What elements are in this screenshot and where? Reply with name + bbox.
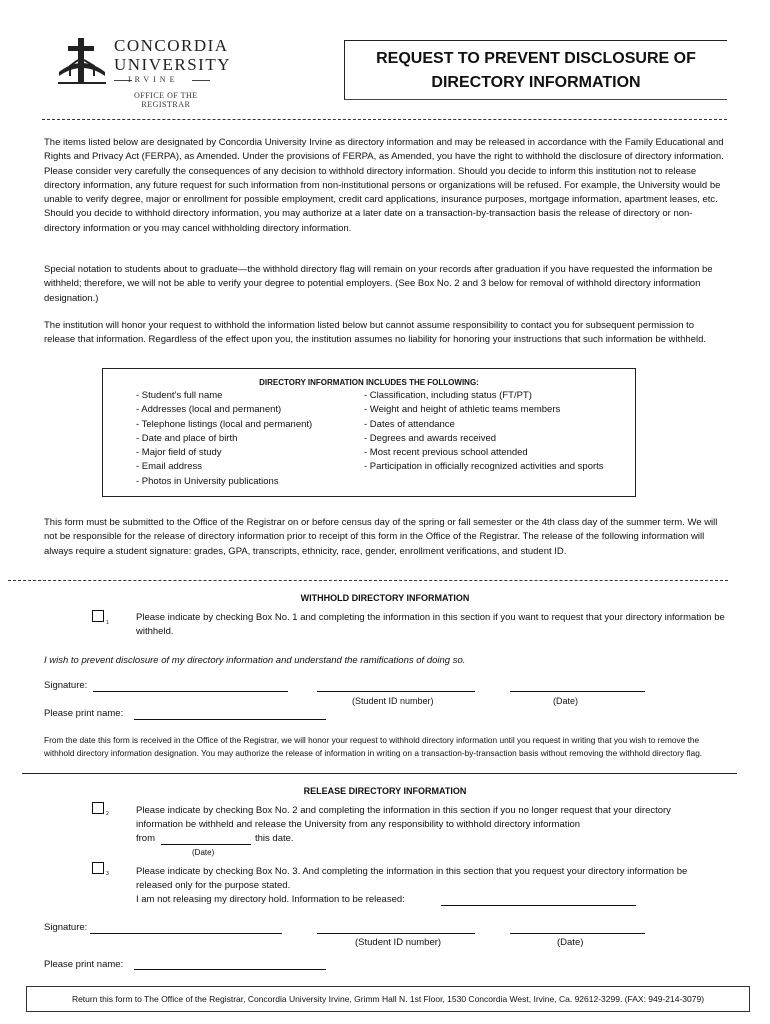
release-print-name-field[interactable] [134,969,326,970]
form-title-line1: REQUEST TO PREVENT DISCLOSURE OF [376,50,696,67]
intro-paragraph-1: The items listed below are designated by Concordia University Irvine as directory information and may be released in accordance with the Family Educational and Rights and Privacy Act (FERPA), as Amended. Under the provisions of FERPA, as Amended, you have the right to withhold the disclosure of directory information. Please consider very carefully the consequences of any decision to withhold directory information. Should you decide to inform this institution not to release directory information, any future request for such information from non-institutional persons or organizations will be refused. For example, the University would be unable to verify degree, major or enrollment for possible employment, credit card applications, insurance purposes, mortgage information, apartment leases, etc. Should you decide to withhold directory information, you may authorize at a later date on a transaction-by-transaction basis the release of directory or non-directory information or you may cancel withholding directory information. [44,137,724,234]
box-1-checkbox[interactable] [92,610,104,622]
form-title-box [344,40,727,100]
box-3-checkbox[interactable] [92,862,104,874]
section-divider [8,580,728,581]
directory-info-box [102,368,636,497]
section-divider [22,773,737,774]
header-divider [42,119,727,120]
intro-paragraph-3: The institution will honor your request to withhold the information listed below but cannot assume responsibility to contact you for subsequent permission to release that information. Regardless of the effect upon you, the institution assumes no liability for honoring your instructions that such information be withheld. [44,320,707,346]
release-date-field[interactable] [510,933,645,934]
list-item: - Degrees and awards received [364,432,497,444]
release-student-id-field[interactable] [317,933,475,934]
cross-emblem-icon [56,36,108,88]
directory-left-list [136,389,312,489]
release-print-name-label: Please print name: [44,959,124,970]
withhold-instruction: Please indicate by checking Box No. 1 and completing the information in this section if you want to request that your directory information be withheld. [136,612,725,638]
list-item: - Date and place of birth [136,432,238,444]
withhold-print-name-field[interactable] [134,719,326,720]
withhold-signature-field[interactable] [93,691,288,692]
directory-info-title: DIRECTORY INFORMATION INCLUDES THE FOLLOWING: [259,378,479,387]
withhold-print-name-label: Please print name: [44,708,124,719]
release-from-date-caption: (Date) [192,848,215,857]
box-2-number: 2 [106,811,109,817]
release-box-2-text: Please indicate by checking Box No. 2 and completing the information in this section if you no longer request that your directory information be withheld and release the University from any responsibility to withhold directory information [136,805,671,831]
form-title-line2: DIRECTORY INFORMATION [431,74,641,91]
logo-divider-right [192,80,210,81]
release-signature-label: Signature: [44,922,88,933]
logo-office [134,91,198,109]
release-from-date-field[interactable] [161,844,251,845]
submission-paragraph: This form must be submitted to the Office of the Registrar on or before census day of the spring or fall semester or the 4th class day of the summer term. We will not be responsible for the release of directory information prior to receipt of this form in the Office of the Registrar. The release of the following information will always require a student signature: grades, GPA, transcripts, ethnicity, race, gender, enrollment verifications, and student ID. [44,517,718,557]
list-item: - Addresses (local and permanent) [136,404,282,416]
list-item: - Classification, including status (FT/PT) [364,390,532,401]
release-information-field[interactable] [441,905,636,906]
withhold-statement: I wish to prevent disclosure of my directory information and understand the ramifications of doing so. [44,655,466,666]
list-item: - Most recent previous school attended [364,447,528,459]
withhold-student-id-label: (Student ID number) [352,696,434,706]
release-this-date-label: this date. [255,833,294,844]
list-item: - Major field of study [136,447,222,459]
withhold-signature-label: Signature: [44,680,88,691]
withhold-date-field[interactable] [510,691,645,692]
logo-name-line1: CONCORDIA [114,36,229,55]
list-item: - Weight and height of athletic teams members [364,404,561,416]
release-student-id-label: (Student ID number) [355,937,442,948]
logo-name-line2: UNIVERSITY [114,55,231,74]
release-box-3-text: Please indicate by checking Box No. 3. And completing the information in this section that you request your directory information be released only for the purpose stated. [136,866,688,892]
withhold-student-id-field[interactable] [317,691,475,692]
release-from-label: from [136,833,155,844]
footer-return-address: Return this form to The Office of the Registrar, Concordia University Irvine, Grimm Hall N. 1st Floor, 1530 Concordia West, Irvine, Ca. 92612-3299. (FAX: 949-214-3079) [26,986,750,1012]
list-item: - Photos in University publications [136,475,279,487]
logo-wordmark [114,36,231,74]
logo-office-line2: REGISTRAR [141,100,191,109]
university-logo [56,36,236,116]
withhold-note: From the date this form is received in the Office of the Registrar, we will honor your request to withhold directory information until you request in writing that you wish to remove the withhold directory information designation. You may authorize the release of information in writing on a transaction-by-transaction basis without removing the withhold directory flag. [44,735,703,758]
intro-paragraph-2: Special notation to students about to graduate—the withhold directory flag will remain on your records after graduation if you have requested the information be withheld; therefore, we will not be able to verify your degree to potential employers. (See Box No. 2 and 3 below for removal of withhold directory information designation.) [44,264,713,304]
release-signature-field[interactable] [90,933,282,934]
release-section-title: RELEASE DIRECTORY INFORMATION [303,786,467,796]
box-1-number: 1 [106,620,109,626]
box-2-checkbox[interactable] [92,802,104,814]
list-item: - Student’s full name [136,390,223,401]
box-3-number: 3 [106,871,109,877]
release-not-releasing-label: I am not releasing my directory hold. Information to be released: [136,894,405,905]
form-title [345,47,727,95]
list-item: - Telephone listings (local and permanent) [136,418,313,430]
withhold-date-label: (Date) [553,696,579,706]
list-item: - Dates of attendance [364,418,455,430]
withhold-section-title: WITHHOLD DIRECTORY INFORMATION [300,593,470,603]
release-date-label: (Date) [557,937,584,948]
list-item: - Email address [136,461,202,473]
logo-office-line1: OFFICE OF THE [134,91,198,100]
logo-irvine: IRVINE [128,75,179,84]
list-item: - Participation in officially recognized activities and sports [364,461,604,473]
directory-right-list [364,389,604,475]
